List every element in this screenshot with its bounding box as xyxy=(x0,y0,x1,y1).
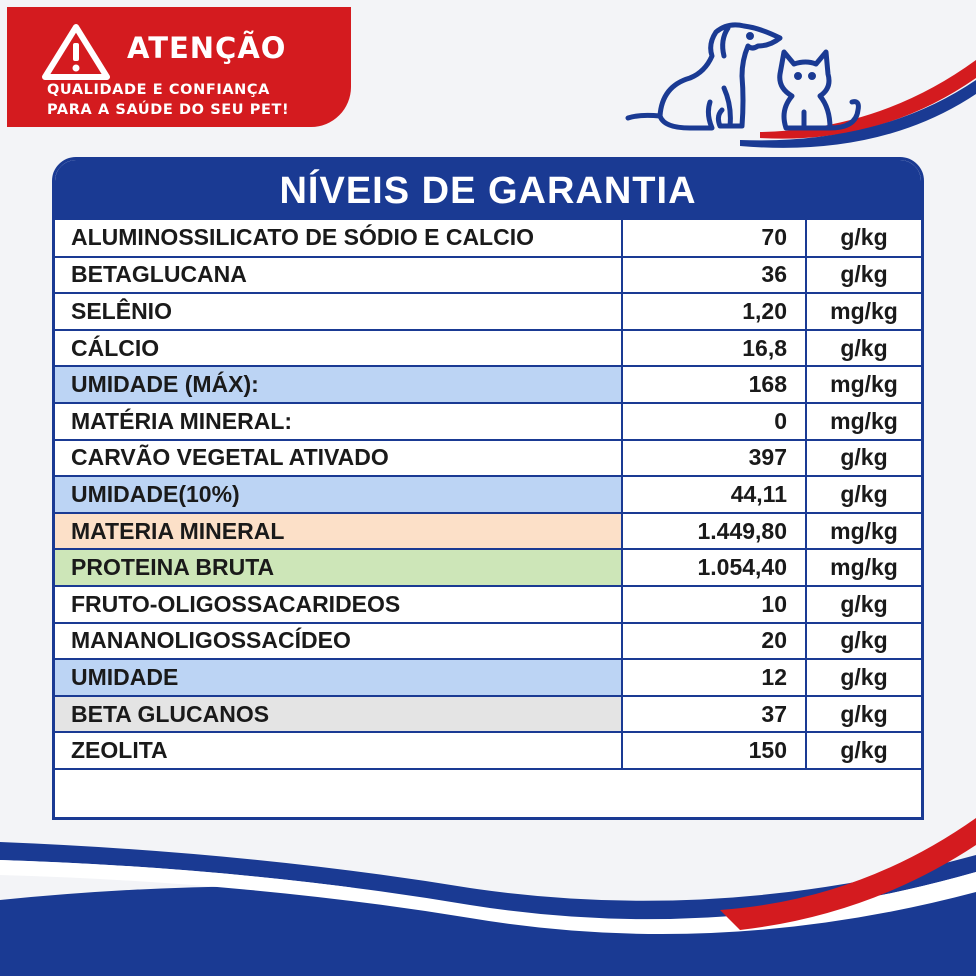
nutrient-name-cell: CÁLCIO xyxy=(55,330,622,367)
nutrient-name-cell: PROTEINA BRUTA xyxy=(55,549,622,586)
table-row xyxy=(55,623,921,660)
nutrient-name-cell: CARVÃO VEGETAL ATIVADO xyxy=(55,440,622,477)
value-cell: 1,20 xyxy=(622,293,806,330)
value-cell: 397 xyxy=(622,440,806,477)
unit-cell: g/kg xyxy=(806,257,921,294)
value-cell: 70 xyxy=(622,220,806,257)
unit-cell: mg/kg xyxy=(806,549,921,586)
nutrient-name-cell: ZEOLITA xyxy=(55,732,622,769)
nutrient-name-cell: ALUMINOSSILICATO DE SÓDIO E CALCIO xyxy=(55,220,622,257)
nutrient-name-cell: BETAGLUCANA xyxy=(55,257,622,294)
nutrient-name-cell: UMIDADE xyxy=(55,659,622,696)
value-cell: 0 xyxy=(622,403,806,440)
table-row xyxy=(55,330,921,367)
unit-cell: mg/kg xyxy=(806,513,921,550)
unit-cell: g/kg xyxy=(806,220,921,257)
table-row xyxy=(55,586,921,623)
table-row xyxy=(55,440,921,477)
value-cell: 12 xyxy=(622,659,806,696)
table-row xyxy=(55,549,921,586)
value-cell: 37 xyxy=(622,696,806,733)
nutrient-name-cell: FRUTO-OLIGOSSACARIDEOS xyxy=(55,586,622,623)
table-row xyxy=(55,257,921,294)
guarantee-levels-panel xyxy=(52,157,924,820)
nutrient-name-cell: MANANOLIGOSSACÍDEO xyxy=(55,623,622,660)
table-row xyxy=(55,513,921,550)
nutrient-name-cell: SELÊNIO xyxy=(55,293,622,330)
value-cell: 1.054,40 xyxy=(622,549,806,586)
table-title: NÍVEIS DE GARANTIA xyxy=(55,160,921,220)
attention-subtitle xyxy=(47,80,289,120)
table-row xyxy=(55,293,921,330)
nutrient-name-cell: MATÉRIA MINERAL: xyxy=(55,403,622,440)
table-row xyxy=(55,403,921,440)
unit-cell: g/kg xyxy=(806,696,921,733)
attention-banner xyxy=(7,7,351,127)
table-body xyxy=(55,220,921,769)
value-cell: 20 xyxy=(622,623,806,660)
unit-cell: mg/kg xyxy=(806,366,921,403)
nutrient-name-cell: UMIDADE (MÁX): xyxy=(55,366,622,403)
value-cell: 44,11 xyxy=(622,476,806,513)
unit-cell: g/kg xyxy=(806,586,921,623)
unit-cell: g/kg xyxy=(806,330,921,367)
unit-cell: g/kg xyxy=(806,732,921,769)
value-cell: 1.449,80 xyxy=(622,513,806,550)
nutrient-name-cell: MATERIA MINERAL xyxy=(55,513,622,550)
table-row xyxy=(55,696,921,733)
guarantee-levels-table xyxy=(55,220,921,770)
value-cell: 16,8 xyxy=(622,330,806,367)
dog-and-cat-outline-icon xyxy=(620,16,880,136)
attention-subtitle-line2: PARA A SAÚDE DO SEU PET! xyxy=(47,102,290,118)
unit-cell: g/kg xyxy=(806,476,921,513)
table-row xyxy=(55,366,921,403)
unit-cell: g/kg xyxy=(806,440,921,477)
value-cell: 36 xyxy=(622,257,806,294)
unit-cell: g/kg xyxy=(806,623,921,660)
unit-cell: mg/kg xyxy=(806,293,921,330)
value-cell: 10 xyxy=(622,586,806,623)
value-cell: 168 xyxy=(622,366,806,403)
attention-title: ATENÇÃO xyxy=(127,31,287,65)
warning-triangle-icon xyxy=(41,23,111,81)
attention-subtitle-line1: QUALIDADE E CONFIANÇA xyxy=(47,82,270,98)
value-cell: 150 xyxy=(622,732,806,769)
unit-cell: mg/kg xyxy=(806,403,921,440)
table-row xyxy=(55,220,921,257)
table-row xyxy=(55,732,921,769)
table-row xyxy=(55,659,921,696)
unit-cell: g/kg xyxy=(806,659,921,696)
nutrient-name-cell: UMIDADE(10%) xyxy=(55,476,622,513)
table-row xyxy=(55,476,921,513)
nutrient-name-cell: BETA GLUCANOS xyxy=(55,696,622,733)
